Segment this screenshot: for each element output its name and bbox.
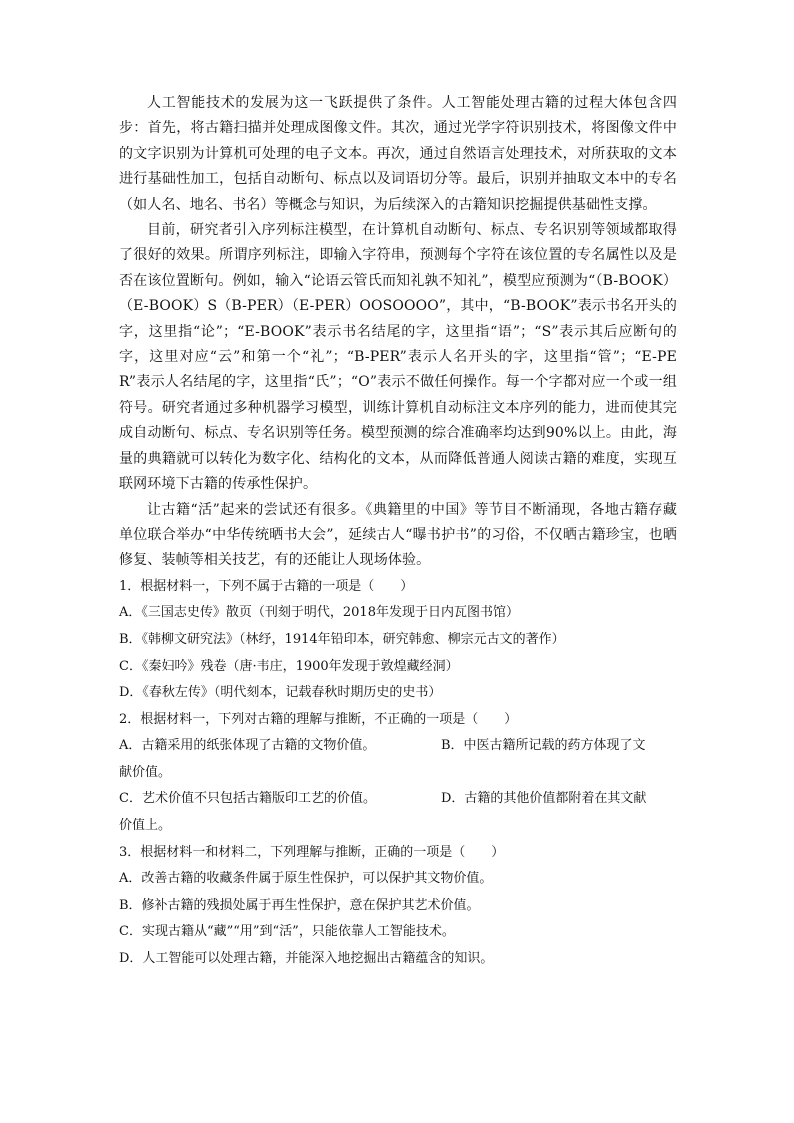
question-2-option-b-continued: 献价值。 (119, 764, 172, 780)
question-2-option-c: C．艺术价值不只包括古籍版印工艺的价值。 (119, 791, 376, 807)
question-3-stem: 3．根据材料一和材料二，下列理解与推断，正确的一项是（ ） (119, 844, 505, 860)
paragraph-revive-ancient-books: 让古籍“活”起来的尝试还有很多。《典籍里的中国》等节目不断涌现，各地古籍存藏单位联合举办“中华传统晒书大会”，延续古人“曝书护书”的习俗，不仅晒古籍珍宝，也晒修复、装帧等相关技艺，有的还能让人现场体验。 (119, 501, 677, 569)
question-1-stem: 1．根据材料一，下列不属于古籍的一项是（ ） (119, 578, 414, 594)
question-2-option-b: B．中医古籍所记载的药方体现了文 (441, 738, 646, 754)
question-2 (119, 707, 677, 840)
question-1-option-a: A．《三国志史传》散页（刊刻于明代，2018年发现于日内瓦图书馆） (119, 605, 519, 621)
question-1-option-c: C．《秦妇吟》残卷（唐·韦庄，1900年发现于敦煌藏经洞） (119, 658, 459, 674)
question-2-row-ab (119, 733, 677, 760)
question-1-option-d: D．《春秋左传》（明代刻本，记载春秋时期历史的史书） (119, 685, 442, 701)
question-1-option-b: B．《韩柳文研究法》（林纾，1914年铅印本，研究韩愈、柳宗元古文的著作） (119, 631, 565, 647)
paragraph-sequence-labeling: 目前，研究者引入序列标注模型，在计算机自动断句、标点、专名识别等领域都取得了很好的效果。所谓序列标注，即输入字符串，预测每个字符在该位置的专名属性以及是否在该位置断句。例如，输入“论语云管氏而知礼孰不知礼”，模型应预测为“（B-BOOK）（E-BOOK）S（B-PER）（E-PER）OOSOOOO”，其中，“B-BOOK”表示书名开头的字，这里指“论”；“E-BOOK”表示书名结尾的字，这里指“语”；“S”表示其后应断句的字，这里对应“云”和第一个“礼”；“B-PER”表示人名开头的字，这里指“管”；“E-PER”表示人名结尾的字，这里指“氏”；“O”表示不做任何操作。每一个字都对应一个或一组符号。研究者通过多种机器学习模型，训练计算机自动标注文本序列的能力，进而使其完成自动断句、标点、专名识别等任务。模型预测的综合准确率均达到90%以上。由此，海量的典籍就可以转化为数字化、结构化的文本，从而降低普通人阅读古籍的难度，实现互联网环境下古籍的传承性保护。 (119, 222, 677, 493)
question-2-row-cd (119, 786, 677, 813)
document-page (119, 91, 677, 973)
question-3-option-c: C．实现古籍从“藏”“用”到“活”，只能依靠人工智能技术。 (119, 924, 455, 940)
question-3-option-b: B．修补古籍的残损处属于再生性保护，意在保护其艺术价值。 (119, 897, 480, 913)
paragraph-ai-process: 人工智能技术的发展为这一飞跃提供了条件。人工智能处理古籍的过程大体包含四步：首先，将古籍扫描并处理成图像文件。其次，通过光学字符识别技术，将图像文件中的文字识别为计算机可处理的电子文本。再次，通过自然语言处理技术，对所获取的文本进行基础性加工，包括自动断句、标点以及词语切分等。最后，识别并抽取文本中的专名（如人名、地名、书名）等概念与知识，为后续深入的古籍知识挖掘提供基础性支撑。 (119, 95, 677, 213)
question-3-option-d: D．人工智能可以处理古籍，并能深入地挖掘出古籍蕴含的知识。 (119, 951, 494, 967)
question-3 (119, 840, 677, 973)
question-2-option-d-continued: 价值上。 (119, 818, 172, 834)
question-2-option-d: D．古籍的其他价值都附着在其文献 (441, 791, 647, 807)
question-1 (119, 574, 677, 707)
question-2-option-a: A．古籍采用的纸张体现了古籍的文物价值。 (119, 738, 376, 754)
question-3-option-a: A．改善古籍的收藏条件属于原生性保护，可以保护其文物价值。 (119, 871, 493, 887)
question-2-stem: 2．根据材料一，下列对古籍的理解与推断，不正确的一项是（ ） (119, 711, 518, 727)
